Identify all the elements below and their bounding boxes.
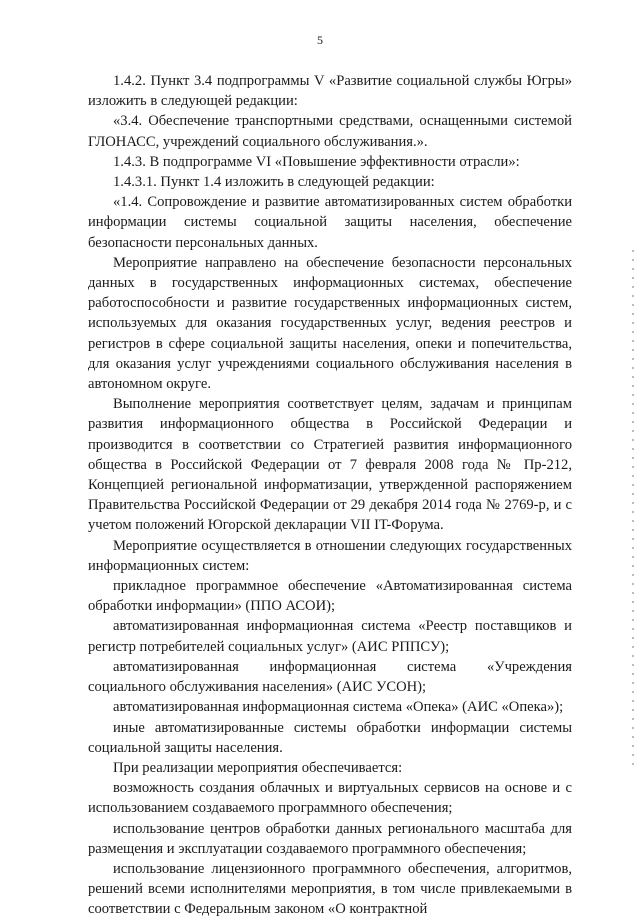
document-body <box>88 71 572 920</box>
paragraph-systems-intro: Мероприятие осуществляется в отношении следующих государственных информационных систем: <box>88 537 572 574</box>
paragraph-quote-3-4: «3.4. Обеспечение транспортными средствами, оснащенными системой ГЛОНАСС, учреждений социального обслуживания.». <box>88 113 572 150</box>
paragraph-implementation: Выполнение мероприятия соответствует целям, задачам и принципам развития информационного общества в Российской Федерации и производится в соответствии со Стратегией развития информационного общества в Российской Федерации от 7 февраля 2008 года № Пр-212, Концепцией региональной информатизации, утвержденной распоряжением Правительства Российской Федерации от 29 декабря 2014 года № 2769-р, и с учетом положений Югорской декларации VII IT-Форума. <box>88 396 572 534</box>
list-item-licensed-software: использование лицензионного программного обеспечения, алгоритмов, решений всеми исполнителями мероприятия, в том числе привлекаемыми в соответствии с Федеральным законом «О контрактной <box>88 860 572 918</box>
list-item-ppo-asoi: прикладное программное обеспечение «Автоматизированная система обработки информации» (ППО АСОИ); <box>88 578 572 615</box>
paragraph-1-4-2: 1.4.2. Пункт 3.4 подпрограммы V «Развитие социальной службы Югры» изложить в следующей редакции: <box>88 73 572 110</box>
paragraph-1-4-3: 1.4.3. В подпрограмме VI «Повышение эффективности отрасли»: <box>113 153 520 170</box>
paragraph-quote-1-4: «1.4. Сопровождение и развитие автоматизированных систем обработки информации системы социальной защиты населения, обеспечение безопасности персональных данных. <box>88 194 572 251</box>
list-item-cloud-services: возможность создания облачных и виртуальных сервисов на основе и с использованием создаваемого программного обеспечения; <box>88 780 572 817</box>
paragraph-1-4-3-1: 1.4.3.1. Пункт 1.4 изложить в следующей редакции: <box>113 174 435 191</box>
page-number: 5 <box>317 33 323 47</box>
scan-edge-marks <box>632 250 634 770</box>
paragraph-measure-aim: Мероприятие направлено на обеспечение безопасности персональных данных в государственных информационных системах, обеспечение работоспособности и развитие государственных информационных систем, используемых для оказания государственных услуг, ведения реестров и регистров в сфере социальной защиты населения, опеки и попечительства, для оказания услуг учреждениями социального обслуживания населения в автономном округе. <box>88 254 572 393</box>
list-item-ais-opeka: автоматизированная информационная система «Опека» (АИС «Опека»); <box>113 699 564 716</box>
paragraph-ensured-intro: При реализации мероприятия обеспечивается: <box>113 759 403 776</box>
list-item-other-systems: иные автоматизированные системы обработки информации системы социальной защиты населения. <box>88 719 572 756</box>
list-item-data-centers: использование центров обработки данных регионального масштаба для размещения и эксплуатации создаваемого программного обеспечения; <box>88 820 572 857</box>
list-item-ais-uson: автоматизированная информационная система «Учреждения социального обслуживания населения» (АИС УСОН); <box>88 658 572 696</box>
list-item-ais-rppsu: автоматизированная информационная система «Реестр поставщиков и регистр потребителей социальных услуг» (АИС РППСУ); <box>88 618 572 655</box>
